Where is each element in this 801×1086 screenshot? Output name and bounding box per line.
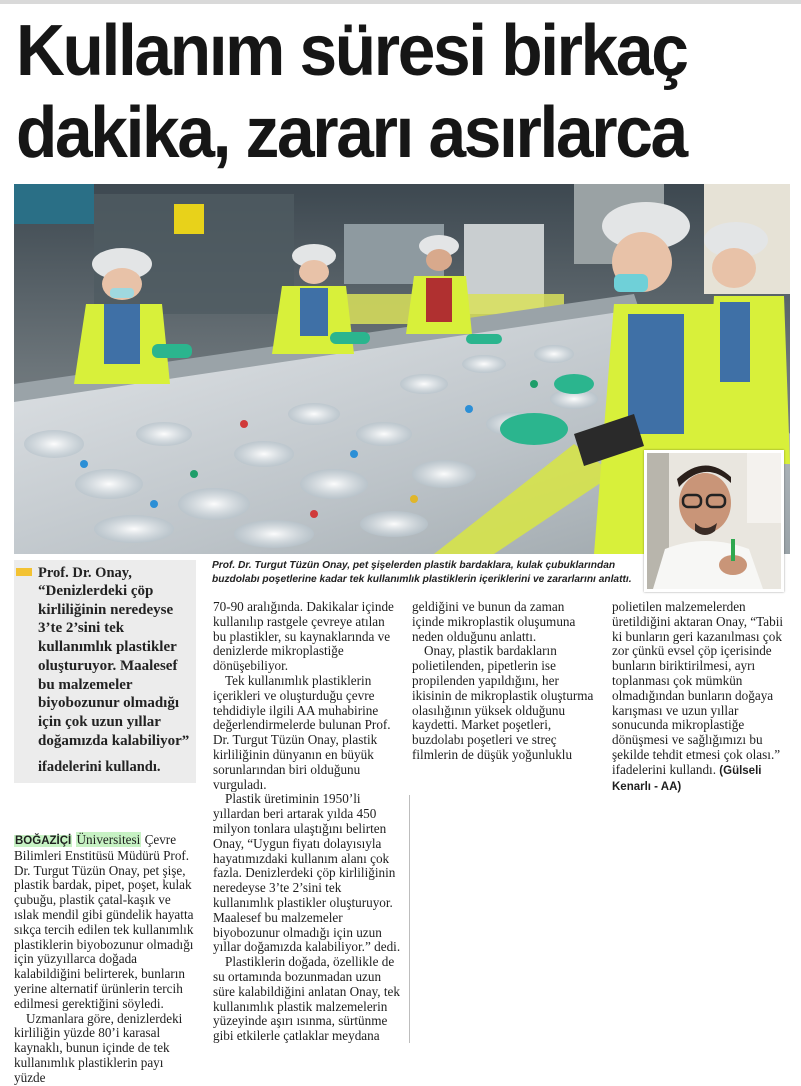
body-column-1 bbox=[14, 833, 198, 1086]
body-text: Çevre Bilimleri Enstitüsü Müdürü Prof. Dr. Turgut Tüzün Onay, pet şişe, plastik bardak, pipet, poşet, kulak çubuğu, plastik çatal-kaşık ve ıslak mendil gibi gündelik hayatta sıkça tercih edilen tek kullanımlık plastiklerin biyobozunur olmadığı için yüzyıllarca doğada kalabildiğini belirterek, bunların yerine alternatif ürünlerin tercih edilmesi gerektiğini söyledi. bbox=[14, 832, 194, 1011]
body-paragraph bbox=[14, 833, 198, 1012]
byline: (Gülseli Kenarlı - AA) bbox=[612, 764, 762, 793]
body-paragraph: Plastiklerin doğada, özellikle de su ortamında bozunmadan uzun süre kalabildiğini anlatan Onay, tek kullanımlık plastik malzemelerin yüzeyinde aşırı ısınma, sürtünme gibi etkilerle çatlaklar meydana bbox=[213, 954, 401, 1044]
factory-yellow-part bbox=[174, 204, 204, 234]
headline-line-2: dakika, zararı asırlarca bbox=[16, 93, 686, 173]
body-column-3 bbox=[412, 600, 598, 763]
column-divider bbox=[409, 795, 410, 1043]
headline bbox=[16, 10, 749, 174]
pull-quote-tail: ifadelerini kullandı. bbox=[38, 759, 161, 775]
body-paragraph: Onay, plastik bardakların polietilenden, pipetlerin ise propilenden yapıldığını, her ikisinin de mikroplastik oluşturma olasılığının yüksek olduğunu kaydetti. Market poşetleri, buzdolabı poşetleri ve streç filmlerin de düşük yoğunluklu bbox=[412, 643, 594, 762]
highlight-org: BOĞAZİÇİ bbox=[15, 835, 72, 847]
body-paragraph bbox=[612, 600, 788, 794]
factory-blue-panel bbox=[14, 184, 94, 224]
quote-marker bbox=[16, 568, 32, 576]
pull-quote-name: Prof. Dr. Onay, bbox=[38, 565, 132, 581]
headline-line-1: Kullanım süresi birkaç bbox=[16, 11, 687, 91]
highlight-word: Üniversitesi bbox=[76, 832, 141, 847]
body-text: polietilen malzemelerden üretildiğini aktaran Onay, “Tabii ki bunların geri kazanılması çok zor çünkü evsel çöp içerisinde bunların biriktirilmesi, ayrı toplanması çok mümkün olmadığından bunların doğaya karışması ve uzun yıllar sonucunda mikroplastiğe dönüşmesi ve sağlığımızı bu şekilde tehdit etmesi çok olası.” ifadelerini kullandı. bbox=[612, 599, 784, 777]
body-paragraph: Tek kullanımlık plastiklerin içerikleri ve oluşturduğu çevre tehdidiyle ilgili AA muhabirine değerlendirmelerde bulunan Prof. Dr. Turgut Tüzün Onay, plastik kirliliğinin dünyanın en büyük sorunlarından biri olduğunu vurguladı. bbox=[213, 672, 391, 792]
body-paragraph: Uzmanlara göre, denizlerdeki kirliliğin yüzde 80’i karasal kaynaklı, bunun içinde de tek kullanımlık plastiklerin payı yüzde bbox=[14, 1010, 183, 1085]
body-column-4 bbox=[612, 600, 788, 794]
body-paragraph: 70-90 aralığında. Dakikalar içinde kullanılıp rastgele çevreye atılan bu plastikler, su kaynaklarında ve denizlerde mikroplastiğe dönüşebiliyor. bbox=[213, 599, 394, 674]
pull-quote-text: “Denizlerdeki çöp kirliliğinin neredeyse 3’te 2’sini tek kullanımlık plastikler oluşturuyor. Maalesef bu malzemeler biyobozunur olmadığı için çok uzun yıllar doğamızda kalabiliyor” bbox=[38, 583, 190, 749]
portrait-photo bbox=[644, 450, 784, 592]
pull-quote-box bbox=[14, 560, 196, 783]
top-rule bbox=[0, 0, 801, 4]
photo-caption: Prof. Dr. Turgut Tüzün Onay, pet şişelerden plastik bardaklara, kulak çubuklarından buzdolabı poşetlerine kadar tek kullanımlık plastiklerin içeriklerini ve zararlarını anlattı. bbox=[212, 560, 632, 585]
body-column-2 bbox=[213, 600, 401, 1044]
body-paragraph: Plastik üretiminin 1950’li yıllardan beri artarak yılda 450 milyon tonlara ulaştığını belirten Onay, “Uygun fiyatı dolayısıyla hayatımızdaki kullanım alanı çok fazla. Denizlerdeki çöp kirliliğinin neredeyse 3’te 2’sini tek kullanımlık plastikler oluşturuyor. Maalesef bu malzemeler biyobozunur olmadığı için uzun yıllar doğamızda kalabiliyor.” dedi. bbox=[213, 791, 401, 955]
body-paragraph: geldiğini ve bunun da zaman içinde mikroplastik oluşumuna neden olduğunu anlattı. bbox=[412, 599, 576, 644]
